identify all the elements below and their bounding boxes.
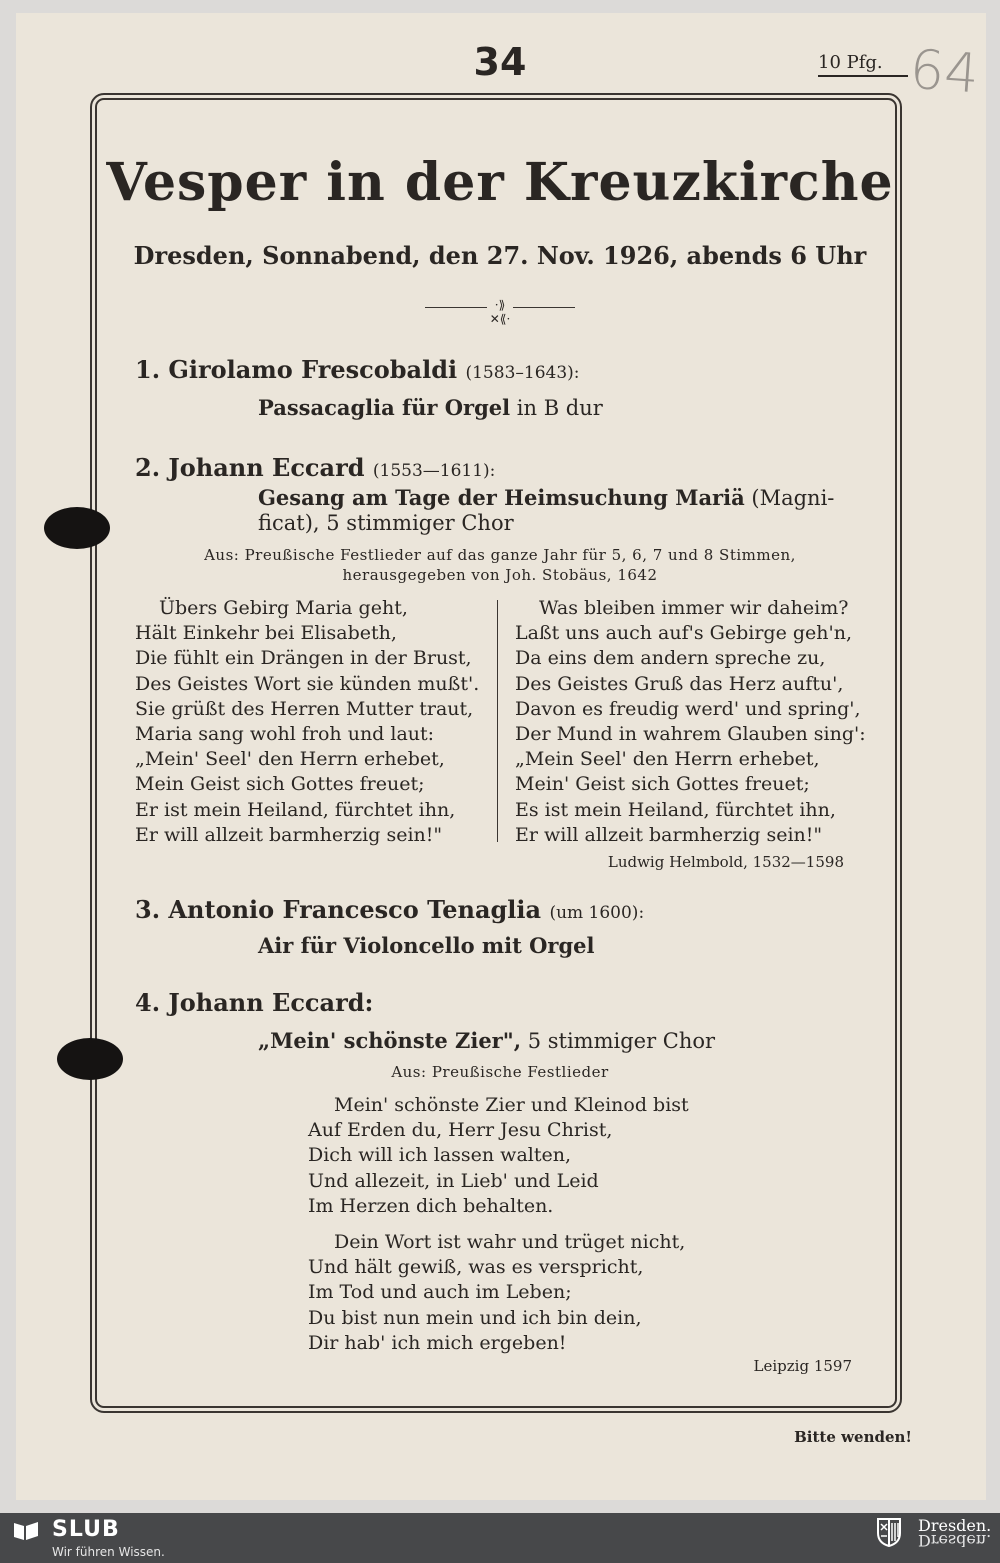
composer-name: 2. Johann Eccard	[135, 453, 365, 482]
program-item-2-work	[258, 485, 834, 510]
price-label: 10 Pfg.	[818, 52, 908, 77]
verse-line: Des Geistes Wort sie künden mußt'.	[135, 672, 480, 695]
city-logo-line-mirrored: Dresden.	[918, 1531, 992, 1550]
program-item-3-heading	[135, 895, 644, 924]
verse-left-column	[135, 596, 479, 848]
page-number: 34	[473, 40, 527, 84]
program-item-1-work	[258, 395, 603, 420]
verse-line: Mein' Geist sich Gottes freuet;	[515, 773, 810, 796]
verse-line: Und hält gewiß, was es verspricht,	[308, 1256, 644, 1279]
verse-line: Davon es freudig werd' und spring',	[515, 697, 861, 720]
verse-line: Und allezeit, in Lieb' und Leid	[308, 1169, 599, 1192]
page-title: Vesper in der Kreuzkirche	[106, 152, 894, 213]
verse-line: Des Geistes Gruß das Herz auftu',	[515, 672, 844, 695]
city-logo-text[interactable]	[918, 1518, 991, 1548]
composer-name: 4. Johann Eccard:	[135, 988, 374, 1017]
verse-line: Im Herzen dich behalten.	[308, 1194, 554, 1217]
program-item-3-work	[258, 933, 595, 958]
work-title: Gesang am Tage der Heimsuchung Mariä	[258, 485, 745, 510]
work-title: Passacaglia für Orgel	[258, 395, 511, 420]
composer-years: (1553—1611):	[372, 461, 496, 481]
work-detail: (Magni-	[751, 486, 835, 510]
binder-hole	[57, 1038, 123, 1080]
program-item-4-work	[258, 1028, 715, 1053]
work-detail: in B dur	[516, 396, 603, 420]
source-note-line-1: Aus: Preußische Festlieder auf das ganze Jahr für 5, 6, 7 und 8 Stimmen,	[204, 546, 796, 564]
work-detail-continued: ficat), 5 stimmiger Chor	[258, 511, 514, 535]
program-item-1-heading	[135, 355, 580, 384]
stanza-2	[308, 1230, 685, 1356]
composer-years: (1583–1643):	[465, 363, 580, 383]
turn-page-note: Bitte wenden!	[794, 1428, 912, 1446]
verse-line: Sie grüßt des Herren Mutter traut,	[135, 697, 474, 720]
slub-logo-icon[interactable]	[12, 1520, 40, 1542]
verse-line: Mein' schönste Zier und Kleinod bist	[334, 1094, 689, 1116]
composer-years: (um 1600):	[549, 903, 645, 923]
city-logo-line: Dresden.	[918, 1516, 992, 1535]
verse-line: Auf Erden du, Herr Jesu Christ,	[308, 1119, 613, 1142]
verse-line: Maria sang wohl froh und laut:	[135, 723, 435, 746]
verse-line: Laßt uns auch auf's Gebirge geh'n,	[515, 622, 852, 645]
verse-line: Da eins dem andern spreche zu,	[515, 647, 826, 670]
verse-line: „Mein Seel' den Herrn erhebet,	[515, 748, 820, 771]
verse-line: Du bist nun mein und ich bin dein,	[308, 1306, 642, 1329]
verse-line: Er ist mein Heiland, fürchtet ihn,	[135, 798, 456, 821]
place-year: Leipzig 1597	[753, 1357, 852, 1375]
verse-line: Übers Gebirg Maria geht,	[159, 597, 408, 619]
verse-line: Dir hab' ich mich ergeben!	[308, 1331, 567, 1354]
composer-name: 1. Girolamo Frescobaldi	[135, 355, 458, 384]
event-date-line: Dresden, Sonnabend, den 27. Nov. 1926, abends 6 Uhr	[133, 241, 867, 270]
verse-line: Der Mund in wahrem Glauben sing':	[515, 723, 866, 746]
work-title: „Mein' schönste Zier",	[258, 1028, 522, 1053]
verse-line: Dich will ich lassen walten,	[308, 1144, 572, 1167]
verse-right-column	[515, 596, 866, 848]
stanza-1	[308, 1093, 689, 1219]
ornament-mark: ·⟫✕⟪·	[489, 298, 511, 326]
city-crest-icon	[876, 1517, 902, 1547]
library-name[interactable]: SLUB	[52, 1517, 120, 1542]
composer-name: 3. Antonio Francesco Tenaglia	[135, 895, 542, 924]
lyricist-credit: Ludwig Helmbold, 1532—1598	[607, 853, 844, 871]
program-item-2-heading	[135, 453, 495, 482]
program-item-4-heading	[135, 988, 373, 1017]
verse-line: Es ist mein Heiland, fürchtet ihn,	[515, 798, 836, 821]
verse-line: „Mein' Seel' den Herrn erhebet,	[135, 748, 445, 771]
verse-line: Hält Einkehr bei Elisabeth,	[135, 622, 397, 645]
binder-hole	[44, 507, 110, 549]
work-title: Air für Violoncello mit Orgel	[258, 933, 595, 958]
library-tagline: Wir führen Wissen.	[52, 1545, 165, 1559]
work-detail: 5 stimmiger Chor	[527, 1029, 716, 1053]
column-divider	[497, 600, 498, 842]
verse-line: Im Tod und auch im Leben;	[308, 1281, 572, 1304]
verse-line: Mein Geist sich Gottes freuet;	[135, 773, 425, 796]
pencil-annotation: 64	[907, 37, 981, 106]
ornament-divider	[425, 298, 575, 326]
verse-line: Was bleiben immer wir daheim?	[539, 597, 849, 619]
verse-line: Die fühlt ein Drängen in der Brust,	[135, 647, 472, 670]
verse-line: Er will allzeit barmherzig sein!"	[515, 823, 823, 846]
source-note-line-2: herausgegeben von Joh. Stobäus, 1642	[342, 566, 658, 584]
verse-line: Er will allzeit barmherzig sein!"	[135, 823, 443, 846]
source-note: Aus: Preußische Festlieder	[391, 1063, 609, 1081]
verse-line: Dein Wort ist wahr und trüget nicht,	[334, 1231, 686, 1253]
